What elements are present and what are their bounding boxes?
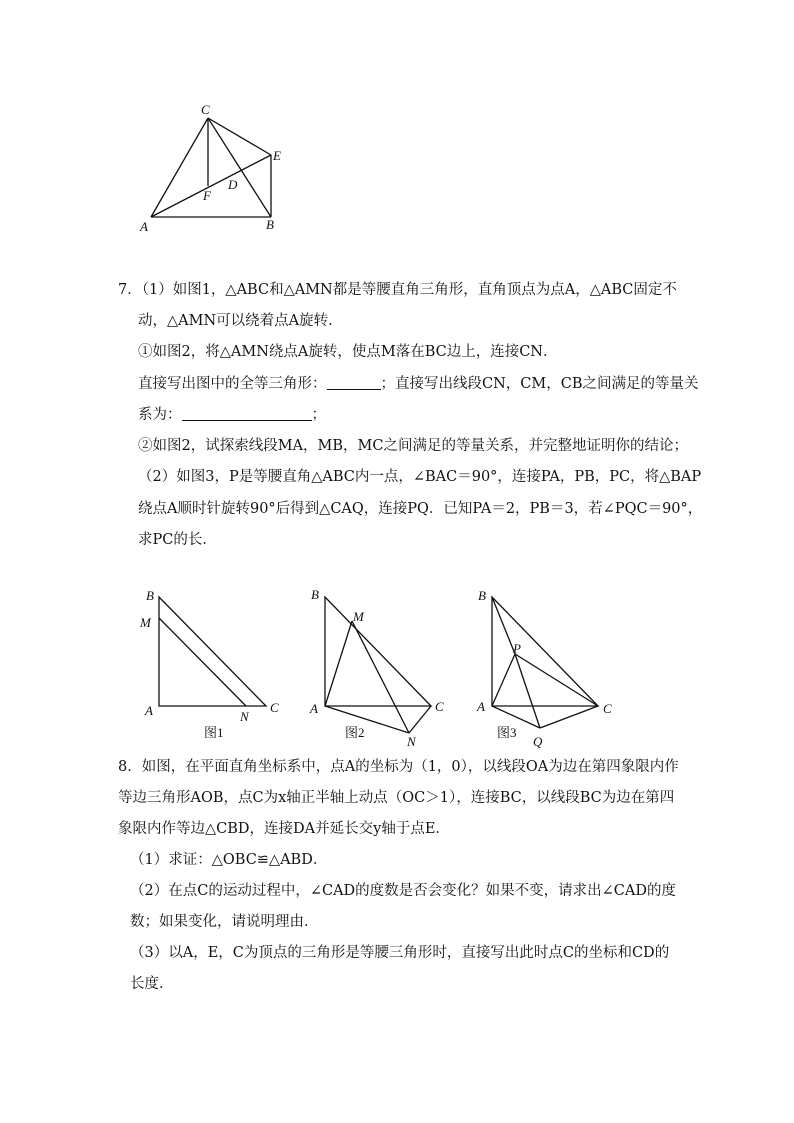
q8-line-6: 数；如果变化，请说明理由． [130,914,319,930]
q8-line-4: （1）求证：△OBC≌△ABD． [130,852,328,868]
fig3-label-P: P [513,641,521,656]
q7-line-6: ②如图2，试探索线段MA，MB，MC之间满足的等量关系，并完整地证明你的结论； [138,438,688,454]
q7-text-4b: ；直接写出线段CN，CM，CB之间满足的等量关 [380,376,699,392]
segment-AN-fig2 [325,706,409,733]
label-C: C [201,102,210,117]
q8-text-1: 如图，在平面直角坐标系中，点A的坐标为（1，0），以线段OA为边在第四象限内作 [141,759,679,775]
q8-line-1 [118,757,679,777]
fig3-label-C: C [603,701,612,716]
q7-line-2: 动，△AMN可以绕着点A旋转． [138,313,343,329]
label-D: D [228,177,238,192]
q7-line-9: 求PC的长． [138,532,217,548]
fig2-label-N: N [407,734,416,749]
fig3-label-B: B [478,588,486,603]
fig2-caption: 图2 [345,725,365,740]
segment-PA-fig3 [492,654,515,706]
q7-text-4a: 直接写出图中的全等三角形： [138,376,327,392]
label-F: F [203,188,211,203]
segment-CQ-fig3 [540,706,598,728]
q8-line-2: 等边三角形AOB，点C为x轴正半轴上动点（OC＞1），连接BC，以线段BC为边在第四 [118,790,675,806]
q7-line-8: 绕点A顺时针旋转90°后得到△CAQ，连接PQ．已知PA＝2，PB＝3，若∠PQC＝90°， [138,501,703,517]
fig1-label-B: B [146,588,154,603]
segment-MN-fig1 [159,618,246,706]
segment-PB-fig3 [492,597,515,654]
segment-MN-fig2 [352,621,409,733]
q7-text-5b: ； [311,407,326,423]
fig3-caption: 图3 [497,725,517,740]
q7-text-5a: 系为： [138,407,182,423]
fig1-label-C: C [270,700,279,715]
triangle-ABC-fig3 [492,597,598,706]
q8-line-3: 象限内作等边△CBD，连接DA并延长交y轴于点E． [118,821,450,837]
segment-CN-fig2 [409,706,431,733]
triangle-ABC-fig2 [325,597,431,706]
q7-number: 7． [118,282,142,298]
label-E: E [273,148,281,163]
fig1-label-M: M [140,615,151,630]
q8-line-8: 长度． [130,976,174,992]
triangle-ABC-fig1 [159,597,266,706]
fig3-label-Q: Q [533,734,543,749]
label-B: B [266,217,274,232]
label-A: A [140,219,148,234]
fig3-label-A: A [477,699,485,714]
q8-number: 8． [118,759,142,775]
segment-PC-fig3 [515,654,598,706]
fig1-label-A: A [145,703,153,718]
fig2-label-B: B [311,587,319,602]
fig2-label-C: C [435,699,444,714]
q8-line-5: （2）在点C的运动过程中，∠CAD的度数是否会变化？如果不变，请求出∠CAD的度 [130,883,676,899]
figure-2 [309,587,444,749]
fig2-label-A: A [310,701,318,716]
q7-line-3: ①如图2，将△AMN绕点A旋转，使点M落在BC边上，连接CN． [138,344,558,360]
figure-3 [476,588,612,749]
segment-AM-fig2 [325,621,352,706]
q7-line-7: （2）如图3，P是等腰直角△ABC内一点，∠BAC＝90°，连接PA，PB，PC，将△BAP [138,469,702,485]
q7-text-1: （1）如图1，△ABC和△AMN都是等腰直角三角形，直角顶点为点A，△ABC固定不 [141,282,677,298]
figure-1 [139,588,279,740]
q8-line-7: （3）以A，E，C为顶点的三角形是等腰三角形时，直接写出此时点C的坐标和CD的 [130,945,670,961]
fig1-caption: 图1 [204,725,224,740]
fig1-label-N: N [240,709,249,724]
segment-PQ-fig3 [515,654,540,728]
fig2-label-M: M [353,609,364,624]
